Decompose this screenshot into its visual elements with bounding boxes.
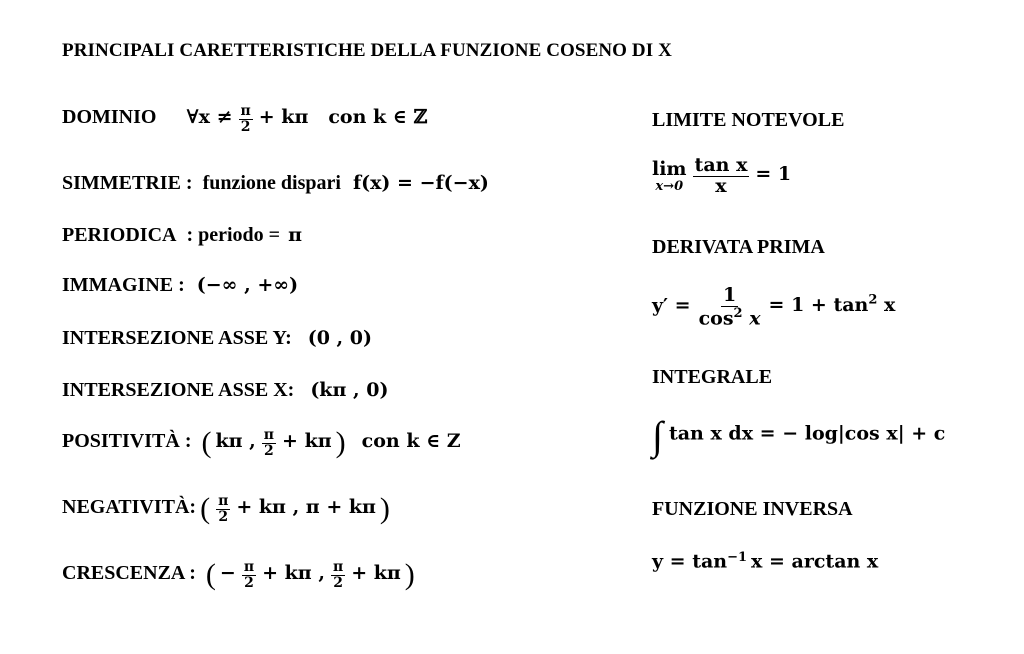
lim-operator: lim x→0: [652, 157, 687, 194]
open-paren: (: [200, 492, 211, 526]
derivata-lhs: y′ =: [652, 294, 691, 317]
crescenza-row: [62, 560, 415, 590]
periodica-row: [62, 224, 302, 247]
page-title: PRINCIPALI CARETTERISTICHE DELLA FUNZIONE COSENO DI X: [62, 40, 672, 61]
simmetrie-text: funzione dispari: [202, 172, 341, 194]
negativita-part2: + kπ , π + kπ: [236, 495, 376, 518]
integrale-formula: [652, 413, 946, 458]
immagine-row: [62, 274, 298, 297]
immagine-value: (−∞ , +∞): [196, 274, 299, 296]
open-paren: (: [201, 426, 212, 460]
crescenza-fraction-1: $\frac{\pi}{2}$: [243, 559, 255, 591]
positivita-fraction: $\frac{\pi}{2}$: [263, 427, 275, 459]
dominio-fraction: $\frac{\pi}{2}$: [240, 103, 251, 135]
intersezione-y-label: INTERSEZIONE ASSE Y:: [62, 327, 292, 349]
limite-label: LIMITE NOTEVOLE: [652, 109, 845, 131]
derivata-formula: [652, 286, 895, 329]
intersezione-y-value: (0 , 0): [307, 327, 372, 349]
limite-fraction: $\frac{\text{tan x}}{x}$: [694, 154, 748, 197]
periodica-value: π: [288, 224, 302, 246]
simmetrie-row: [62, 172, 489, 195]
inversa-b: x = arctan x: [751, 550, 879, 573]
limite-result: = 1: [755, 163, 792, 186]
integrale-expression: tan x dx = − log|cos x| + c: [668, 422, 946, 445]
immagine-label: IMMAGINE :: [62, 274, 185, 296]
intersezione-x-row: [62, 379, 388, 402]
periodica-text: : periodo =: [186, 224, 281, 246]
crescenza-part1: + kπ ,: [262, 561, 325, 584]
inversa-label: FUNZIONE INVERSA: [652, 498, 853, 520]
derivata-fraction: $\frac{1}{\cos^2 x}$: [698, 284, 761, 330]
simmetrie-label: SIMMETRIE :: [62, 172, 193, 194]
crescenza-label: CRESCENZA :: [62, 561, 196, 584]
inversa-exponent: −1: [727, 550, 748, 565]
negativita-fraction: $\frac{\pi}{2}$: [218, 493, 229, 525]
dominio-condition: con k ∈ ℤ: [328, 105, 428, 128]
negativita-row: [62, 494, 390, 524]
derivata-label: DERIVATA PRIMA: [652, 236, 825, 258]
positivita-row: [62, 428, 461, 458]
simmetrie-formula: f(x) = −f(−x): [352, 172, 489, 194]
dominio-label: DOMINIO: [62, 105, 157, 128]
dominio-row: [62, 104, 427, 134]
intersezione-x-label: INTERSEZIONE ASSE X:: [62, 379, 295, 401]
crescenza-part2: + kπ: [351, 561, 401, 584]
close-paren: ): [379, 492, 390, 526]
positivita-label: POSITIVITÀ :: [62, 429, 192, 452]
inversa-formula: [652, 550, 878, 572]
close-paren: ): [404, 558, 415, 592]
close-paren: ): [335, 426, 346, 460]
crescenza-fraction-2: $\frac{\pi}{2}$: [332, 559, 344, 591]
dominio-lead: ∀x ≠: [186, 105, 233, 128]
dominio-tail: + kπ: [258, 105, 309, 128]
intersezione-y-row: [62, 327, 372, 350]
inversa-a: y = tan: [652, 550, 728, 573]
positivita-condition: con k ∈ Z: [361, 429, 461, 452]
crescenza-minus: −: [219, 561, 236, 584]
periodica-label: PERIODICA: [62, 224, 177, 246]
negativita-label: NEGATIVITÀ:: [62, 495, 197, 518]
positivita-part2: + kπ: [282, 429, 332, 452]
derivata-rhs: = $1 + \tan^2 x$: [768, 292, 896, 317]
open-paren: (: [205, 558, 216, 592]
intersezione-x-value: (kπ , 0): [310, 379, 389, 401]
integrale-label: INTEGRALE: [652, 366, 773, 388]
limite-formula: [652, 156, 791, 197]
integral-sign: ∫: [652, 413, 663, 458]
positivita-part1: kπ ,: [215, 429, 256, 452]
